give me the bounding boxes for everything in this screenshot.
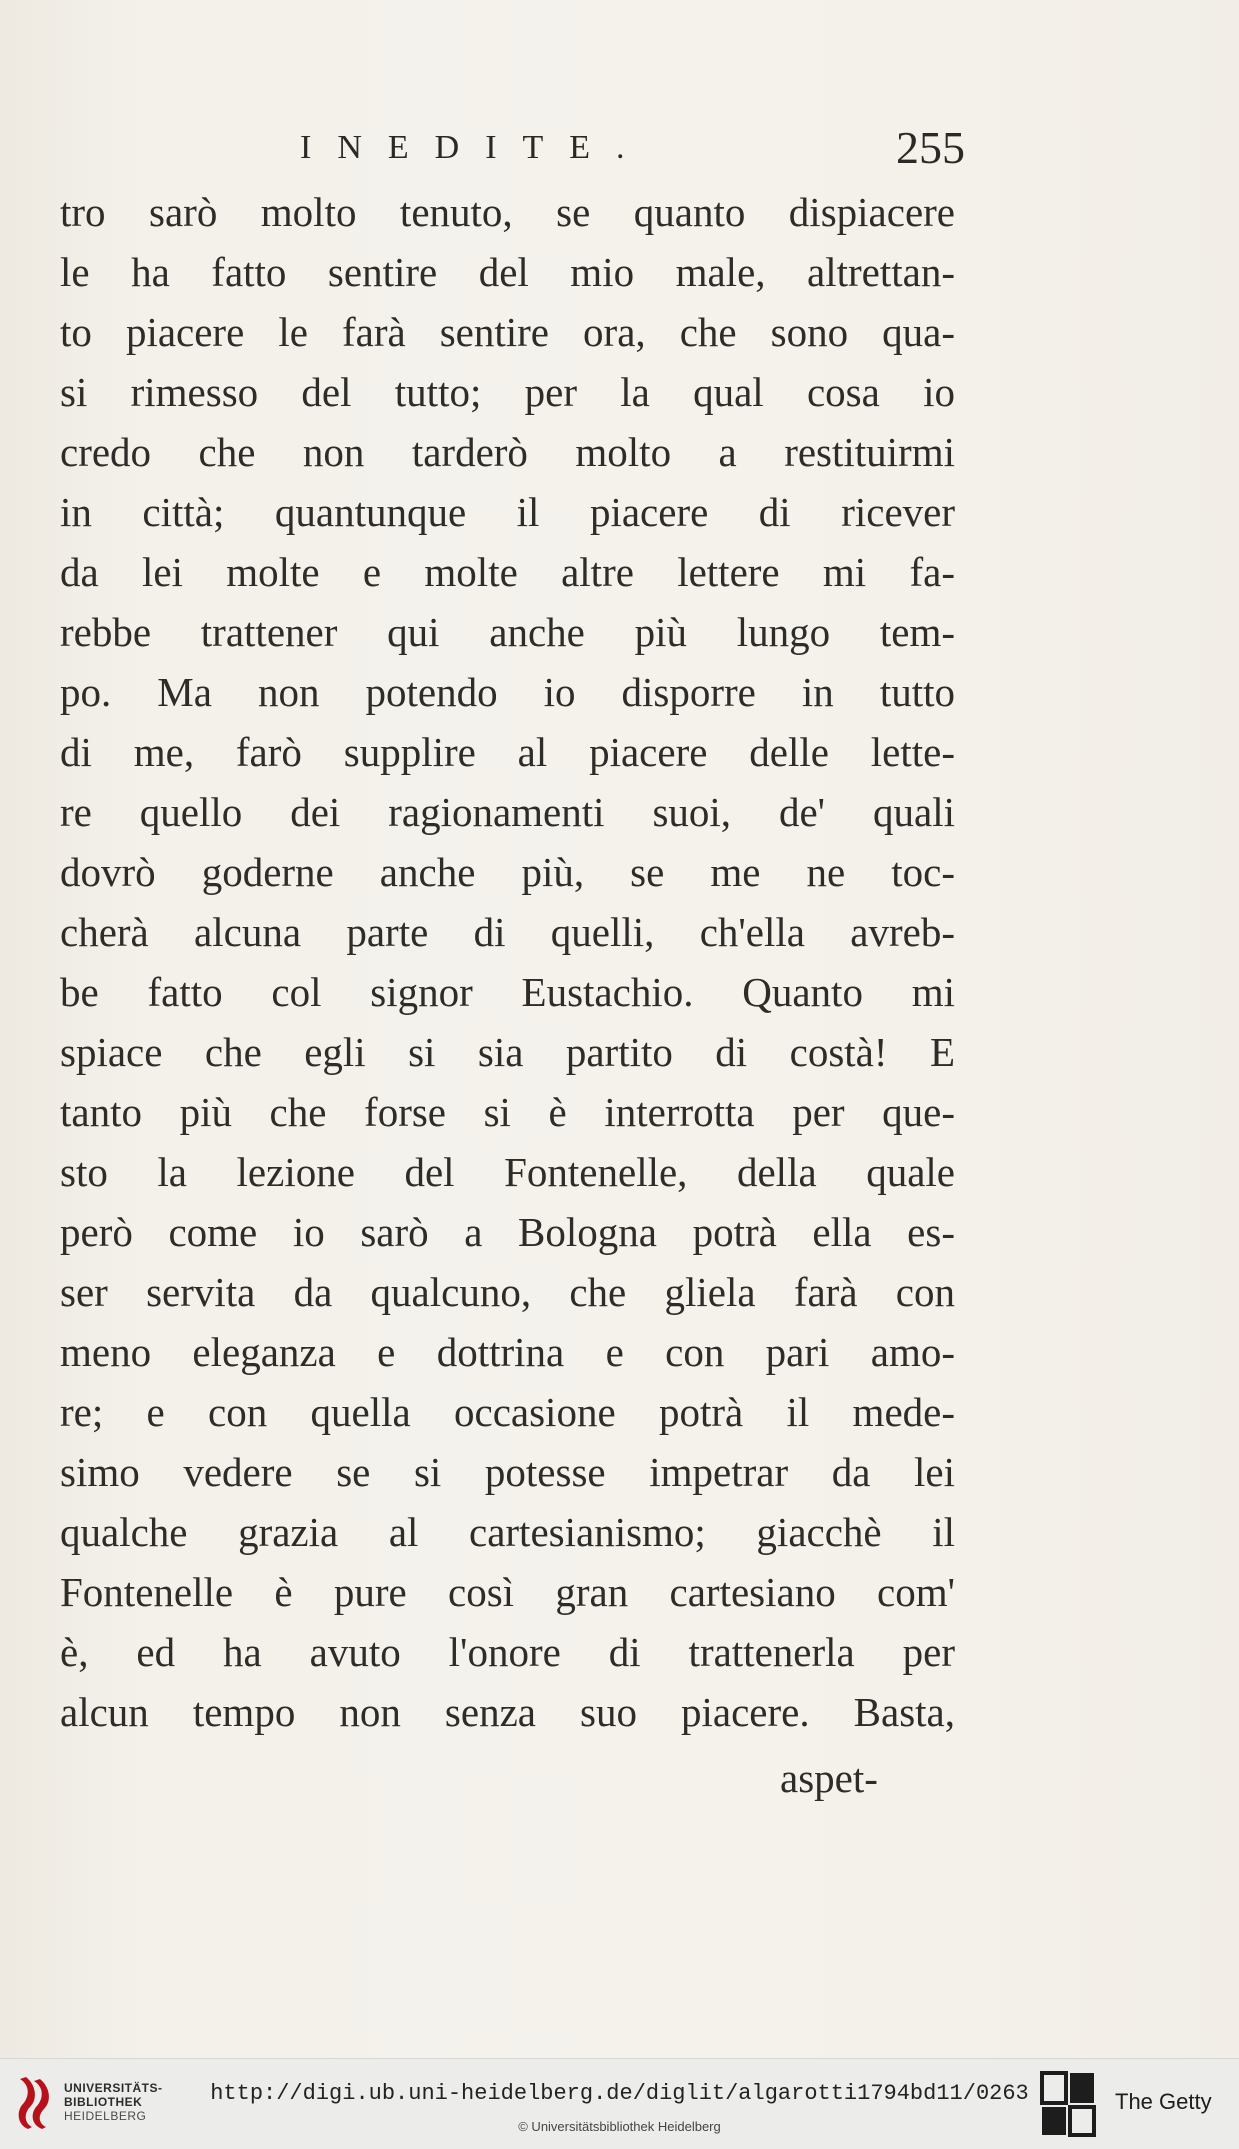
text-line: rebbe trattener qui anche più lungo tem- bbox=[60, 609, 955, 655]
library-name: UNIVERSITÄTS- BIBLIOTHEK HEIDELBERG bbox=[64, 2081, 163, 2123]
catchword: aspet- bbox=[780, 1755, 878, 1801]
text-line: è, ed ha avuto l'onore di trattenerla per bbox=[60, 1629, 955, 1675]
text-line: si rimesso del tutto; per la qual cosa io bbox=[60, 369, 955, 415]
text-line: però come io sarò a Bologna potrà ella es- bbox=[60, 1209, 955, 1255]
running-title: INEDITE. bbox=[300, 129, 651, 166]
getty-logo-icon[interactable] bbox=[1040, 2071, 1096, 2137]
text-line: qualche grazia al cartesianismo; giacchè il bbox=[60, 1509, 955, 1555]
text-line: spiace che egli si sia partito di costà! E bbox=[60, 1029, 955, 1075]
text-line: re quello dei ragionamenti suoi, de' quali bbox=[60, 789, 955, 835]
text-line: dovrò goderne anche più, se me ne toc- bbox=[60, 849, 955, 895]
permalink-url[interactable]: http://digi.ub.uni-heidelberg.de/diglit/algarotti1794bd11/0263 bbox=[210, 2081, 1029, 2106]
text-line: credo che non tarderò molto a restituirmi bbox=[60, 429, 955, 475]
text-line: tro sarò molto tenuto, se quanto dispiacere bbox=[60, 189, 955, 235]
text-line: meno eleganza e dottrina e con pari amo- bbox=[60, 1329, 955, 1375]
partner-name[interactable]: The Getty bbox=[1115, 2089, 1212, 2114]
text-line: da lei molte e molte altre lettere mi fa- bbox=[60, 549, 955, 595]
body-text bbox=[60, 182, 955, 1742]
text-line: alcun tempo non senza suo piacere. Basta, bbox=[60, 1689, 955, 1735]
text-line: di me, farò supplire al piacere delle lette- bbox=[60, 729, 955, 775]
text-line: le ha fatto sentire del mio male, altrettan- bbox=[60, 249, 955, 295]
text-line: sto la lezione del Fontenelle, della quale bbox=[60, 1149, 955, 1195]
text-line: ser servita da qualcuno, che gliela farà con bbox=[60, 1269, 955, 1315]
text-line: simo vedere se si potesse impetrar da lei bbox=[60, 1449, 955, 1495]
text-line: re; e con quella occasione potrà il mede- bbox=[60, 1389, 955, 1435]
viewer-footer bbox=[0, 2058, 1239, 2149]
text-line: po. Ma non potendo io disporre in tutto bbox=[60, 669, 955, 715]
text-line: be fatto col signor Eustachio. Quanto mi bbox=[60, 969, 955, 1015]
page-header bbox=[300, 118, 965, 178]
page-number: 255 bbox=[896, 122, 965, 173]
text-line: to piacere le farà sentire ora, che sono qua- bbox=[60, 309, 955, 355]
text-line: in città; quantunque il piacere di ricever bbox=[60, 489, 955, 535]
copyright-notice: © Universitätsbibliothek Heidelberg bbox=[518, 2119, 721, 2134]
text-line: cherà alcuna parte di quelli, ch'ella avreb- bbox=[60, 909, 955, 955]
text-line: Fontenelle è pure così gran cartesiano com' bbox=[60, 1569, 955, 1615]
text-line: tanto più che forse si è interrotta per que- bbox=[60, 1089, 955, 1135]
